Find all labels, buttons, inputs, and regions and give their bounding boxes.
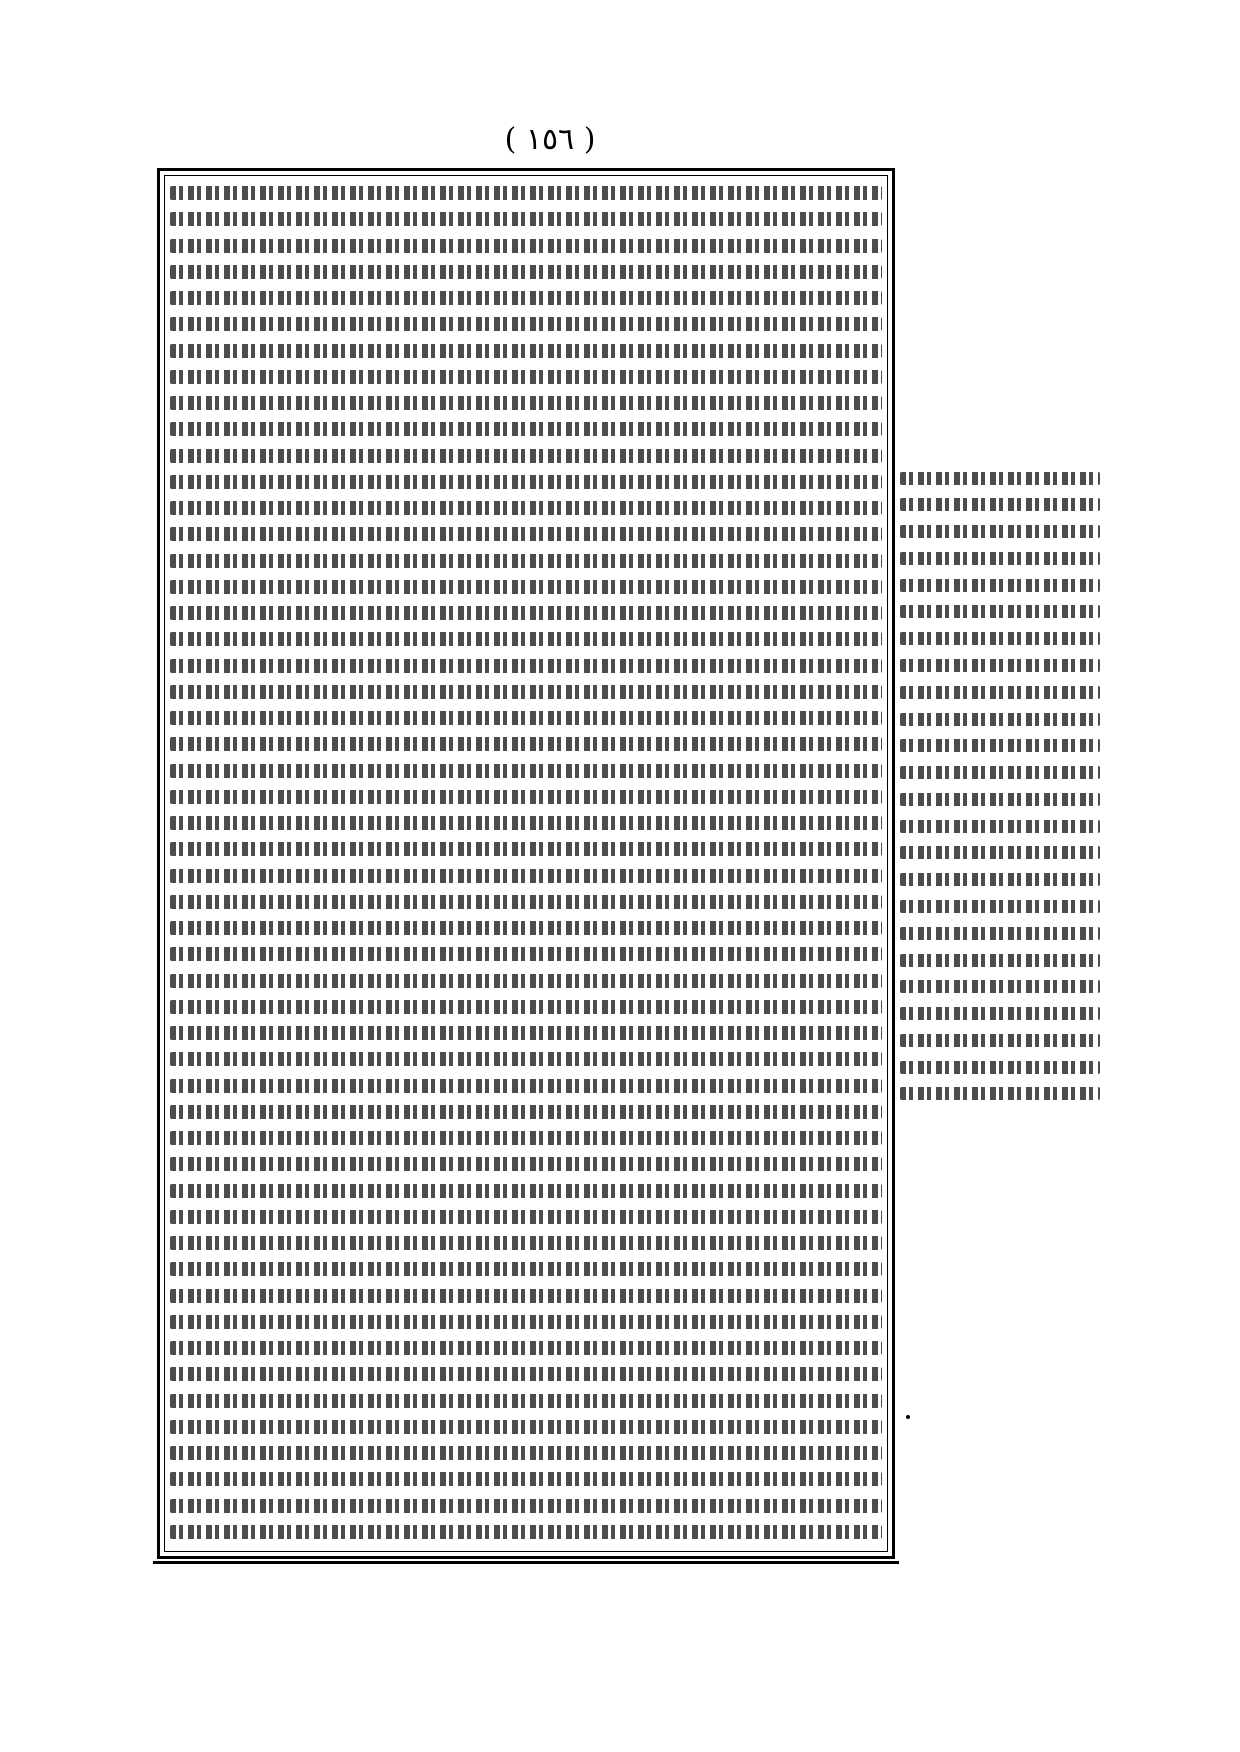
main-line bbox=[170, 233, 882, 259]
margin-text-placeholder bbox=[900, 605, 1100, 618]
main-text-placeholder bbox=[170, 1210, 882, 1224]
main-text-placeholder bbox=[170, 291, 882, 305]
margin-text-placeholder bbox=[900, 498, 1100, 511]
main-text-placeholder bbox=[170, 895, 882, 909]
main-text-placeholder bbox=[170, 1341, 882, 1355]
margin-text-placeholder bbox=[900, 766, 1100, 779]
main-text-placeholder bbox=[170, 869, 882, 883]
margin-line bbox=[900, 1002, 1100, 1026]
main-text-placeholder bbox=[170, 422, 882, 436]
main-line bbox=[170, 626, 882, 652]
main-line bbox=[170, 863, 882, 889]
main-line bbox=[170, 1466, 882, 1492]
main-text-placeholder bbox=[170, 632, 882, 646]
margin-line bbox=[900, 680, 1100, 704]
main-text-placeholder bbox=[170, 711, 882, 725]
main-text-placeholder bbox=[170, 1315, 882, 1329]
margin-text-placeholder bbox=[900, 659, 1100, 672]
margin-line bbox=[900, 761, 1100, 785]
margin-line bbox=[900, 1082, 1100, 1106]
main-line bbox=[170, 1519, 882, 1545]
margin-text-placeholder bbox=[900, 846, 1100, 859]
main-line bbox=[170, 1283, 882, 1309]
main-text-placeholder bbox=[170, 1079, 882, 1093]
main-line bbox=[170, 994, 882, 1020]
margin-line bbox=[900, 466, 1100, 490]
main-line bbox=[170, 416, 882, 442]
main-text-placeholder bbox=[170, 685, 882, 699]
main-line bbox=[170, 915, 882, 941]
main-line bbox=[170, 285, 882, 311]
margin-text-placeholder bbox=[900, 579, 1100, 592]
main-line bbox=[170, 338, 882, 364]
main-line bbox=[170, 941, 882, 967]
main-text-placeholder bbox=[170, 580, 882, 594]
main-text-placeholder bbox=[170, 1105, 882, 1119]
main-line bbox=[170, 1178, 882, 1204]
main-text-placeholder bbox=[170, 396, 882, 410]
main-line bbox=[170, 443, 882, 469]
main-line bbox=[170, 1125, 882, 1151]
main-line bbox=[170, 206, 882, 232]
margin-text-placeholder bbox=[900, 1061, 1100, 1074]
main-text-placeholder bbox=[170, 659, 882, 673]
margin-line bbox=[900, 573, 1100, 597]
main-line bbox=[170, 311, 882, 337]
main-line bbox=[170, 1493, 882, 1519]
margin-text-placeholder bbox=[900, 873, 1100, 886]
main-text-placeholder bbox=[170, 186, 882, 200]
main-line bbox=[170, 1073, 882, 1099]
margin-line bbox=[900, 653, 1100, 677]
margin-text-placeholder bbox=[900, 713, 1100, 726]
main-text-placeholder bbox=[170, 1026, 882, 1040]
main-line bbox=[170, 1151, 882, 1177]
main-text-placeholder bbox=[170, 1367, 882, 1381]
margin-line bbox=[900, 734, 1100, 758]
main-line bbox=[170, 521, 882, 547]
main-line bbox=[170, 364, 882, 390]
main-text-placeholder bbox=[170, 974, 882, 988]
main-line bbox=[170, 548, 882, 574]
main-text-placeholder bbox=[170, 1289, 882, 1303]
main-text-placeholder bbox=[170, 265, 882, 279]
main-line bbox=[170, 1335, 882, 1361]
main-line bbox=[170, 1309, 882, 1335]
main-text-placeholder bbox=[170, 816, 882, 830]
main-text-placeholder bbox=[170, 554, 882, 568]
main-text-placeholder bbox=[170, 501, 882, 515]
main-text-placeholder bbox=[170, 1394, 882, 1408]
main-text-placeholder bbox=[170, 344, 882, 358]
main-text-placeholder bbox=[170, 842, 882, 856]
main-text-placeholder bbox=[170, 1499, 882, 1513]
margin-line bbox=[900, 520, 1100, 544]
main-text-placeholder bbox=[170, 1236, 882, 1250]
margin-text-placeholder bbox=[900, 793, 1100, 806]
margin-line bbox=[900, 814, 1100, 838]
main-line bbox=[170, 679, 882, 705]
main-line bbox=[170, 1099, 882, 1125]
margin-line bbox=[900, 895, 1100, 919]
main-text-placeholder bbox=[170, 475, 882, 489]
main-text-placeholder bbox=[170, 1262, 882, 1276]
margin-text-placeholder bbox=[900, 1007, 1100, 1020]
main-text-placeholder bbox=[170, 212, 882, 226]
main-line bbox=[170, 784, 882, 810]
main-text-placeholder bbox=[170, 921, 882, 935]
main-line bbox=[170, 810, 882, 836]
margin-text-placeholder bbox=[900, 980, 1100, 993]
margin-text-placeholder bbox=[900, 552, 1100, 565]
main-line bbox=[170, 889, 882, 915]
main-text-placeholder bbox=[170, 737, 882, 751]
main-line bbox=[170, 259, 882, 285]
margin-text-placeholder bbox=[900, 739, 1100, 752]
page-number: ( ١٥٦ ) bbox=[504, 122, 596, 157]
main-line bbox=[170, 1440, 882, 1466]
margin-line bbox=[900, 868, 1100, 892]
main-line bbox=[170, 705, 882, 731]
main-line bbox=[170, 495, 882, 521]
main-text-placeholder bbox=[170, 370, 882, 384]
main-line bbox=[170, 1414, 882, 1440]
margin-text-placeholder bbox=[900, 1087, 1100, 1100]
main-text-placeholder bbox=[170, 1157, 882, 1171]
main-line bbox=[170, 1204, 882, 1230]
main-line bbox=[170, 653, 882, 679]
main-text-placeholder bbox=[170, 449, 882, 463]
main-text-placeholder bbox=[170, 1184, 882, 1198]
margin-line bbox=[900, 787, 1100, 811]
main-line bbox=[170, 1256, 882, 1282]
main-text-placeholder bbox=[170, 1420, 882, 1434]
margin-text-placeholder bbox=[900, 820, 1100, 833]
margin-line bbox=[900, 546, 1100, 570]
margin-dot-mark bbox=[906, 1415, 910, 1419]
margin-text-placeholder bbox=[900, 686, 1100, 699]
main-text-placeholder bbox=[170, 317, 882, 331]
margin-text-placeholder bbox=[900, 525, 1100, 538]
main-text-placeholder bbox=[170, 1000, 882, 1014]
margin-line bbox=[900, 600, 1100, 624]
main-text-placeholder bbox=[170, 606, 882, 620]
margin-text-placeholder bbox=[900, 472, 1100, 485]
margin-text-placeholder bbox=[900, 927, 1100, 940]
margin-text-placeholder bbox=[900, 632, 1100, 645]
main-line bbox=[170, 1361, 882, 1387]
margin-line bbox=[900, 1028, 1100, 1052]
main-text-placeholder bbox=[170, 1446, 882, 1460]
main-line bbox=[170, 758, 882, 784]
margin-line bbox=[900, 921, 1100, 945]
main-text-placeholder bbox=[170, 764, 882, 778]
main-line bbox=[170, 600, 882, 626]
main-text-placeholder bbox=[170, 1052, 882, 1066]
main-line bbox=[170, 836, 882, 862]
margin-line bbox=[900, 707, 1100, 731]
main-line bbox=[170, 731, 882, 757]
main-line bbox=[170, 469, 882, 495]
main-line bbox=[170, 968, 882, 994]
margin-text-placeholder bbox=[900, 900, 1100, 913]
main-line bbox=[170, 1230, 882, 1256]
main-line bbox=[170, 390, 882, 416]
margin-commentary bbox=[900, 466, 1100, 1106]
margin-line bbox=[900, 948, 1100, 972]
main-text-placeholder bbox=[170, 1525, 882, 1539]
margin-line bbox=[900, 627, 1100, 651]
main-text-placeholder bbox=[170, 1131, 882, 1145]
margin-text-placeholder bbox=[900, 954, 1100, 967]
main-text-placeholder bbox=[170, 1472, 882, 1486]
main-line bbox=[170, 574, 882, 600]
main-text-placeholder bbox=[170, 947, 882, 961]
main-text-placeholder bbox=[170, 790, 882, 804]
margin-line bbox=[900, 975, 1100, 999]
main-text-block bbox=[170, 180, 882, 1545]
margin-line bbox=[900, 1055, 1100, 1079]
main-text-placeholder bbox=[170, 527, 882, 541]
margin-line bbox=[900, 841, 1100, 865]
margin-line bbox=[900, 493, 1100, 517]
main-line bbox=[170, 180, 882, 206]
margin-text-placeholder bbox=[900, 1034, 1100, 1047]
main-line bbox=[170, 1020, 882, 1046]
main-line bbox=[170, 1388, 882, 1414]
main-line bbox=[170, 1046, 882, 1072]
main-text-placeholder bbox=[170, 239, 882, 253]
